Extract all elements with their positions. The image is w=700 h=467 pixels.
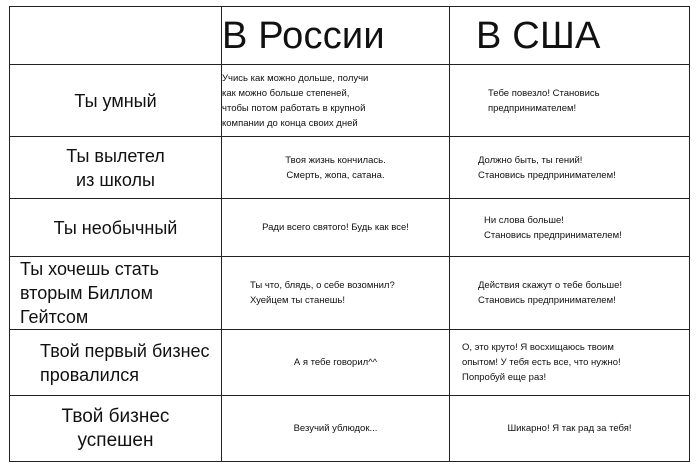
situation-cell: [10, 257, 222, 330]
russia-text: А я тебе говорил^^: [293, 357, 378, 368]
usa-text: Должно быть, ты гений! Становись предпринимателем!: [478, 154, 616, 181]
russia-cell: [222, 330, 450, 396]
situation-text: Ты необычный: [53, 217, 178, 238]
russia-text: Ты что, блядь, о себе возомнил? Хуейцем ты станешь!: [250, 280, 395, 306]
header-empty-cell: [10, 7, 222, 65]
situation-text: Ты хочешь стать вторым Биллом Гейтсом: [20, 259, 160, 327]
russia-cell: [222, 199, 450, 257]
situation-text: Ты умный: [74, 90, 157, 111]
usa-cell: [450, 396, 690, 462]
usa-text: Ни слова больше! Становись предпринимателем!: [484, 214, 622, 241]
table-row: [10, 137, 690, 199]
russia-text: Ради всего святого! Будь как все!: [262, 222, 409, 233]
table-row: [10, 330, 690, 396]
table-row: [10, 257, 690, 330]
situation-text: Ты вылетел из школы: [66, 145, 165, 190]
header-russia: В России: [222, 7, 450, 65]
table-row: [10, 65, 690, 137]
usa-cell: [450, 199, 690, 257]
usa-cell: [450, 330, 690, 396]
situation-cell: [10, 65, 222, 137]
situation-cell: [10, 137, 222, 199]
comparison-table: [9, 6, 690, 462]
usa-cell: [450, 137, 690, 199]
russia-cell: [222, 65, 450, 137]
situation-cell: [10, 396, 222, 462]
usa-text: Шикарно! Я так рад за тебя!: [507, 423, 632, 434]
situation-text: Твой бизнес успешен: [61, 405, 170, 451]
russia-cell: [222, 396, 450, 462]
situation-text: Твой первый бизнес провалился: [40, 340, 210, 385]
russia-cell: [222, 257, 450, 330]
usa-text: О, это круто! Я восхищаюсь твоим опытом! У тебя есть все, что нужно! Попробуй еще раз!: [462, 342, 621, 383]
table-row: [10, 396, 690, 462]
header-usa: В США: [450, 7, 690, 65]
situation-cell: [10, 199, 222, 257]
russia-text: Везучий ублюдок...: [293, 423, 378, 434]
header-row: [10, 7, 690, 65]
usa-cell: [450, 65, 690, 137]
usa-text: Действия скажут о тебе больше! Становись предпринимателем!: [478, 280, 623, 306]
russia-text: Твоя жизнь кончилась. Смерть, жопа, сатана.: [285, 154, 386, 181]
russia-cell: [222, 137, 450, 199]
table-row: [10, 199, 690, 257]
situation-cell: [10, 330, 222, 396]
russia-text: Учись как можно дольше, получи как можно больше степеней, чтобы потом работать в крупной компании до конца своих дней: [222, 72, 369, 129]
usa-cell: [450, 257, 690, 330]
usa-text: Тебе повезло! Становись предпринимателем!: [488, 87, 600, 114]
